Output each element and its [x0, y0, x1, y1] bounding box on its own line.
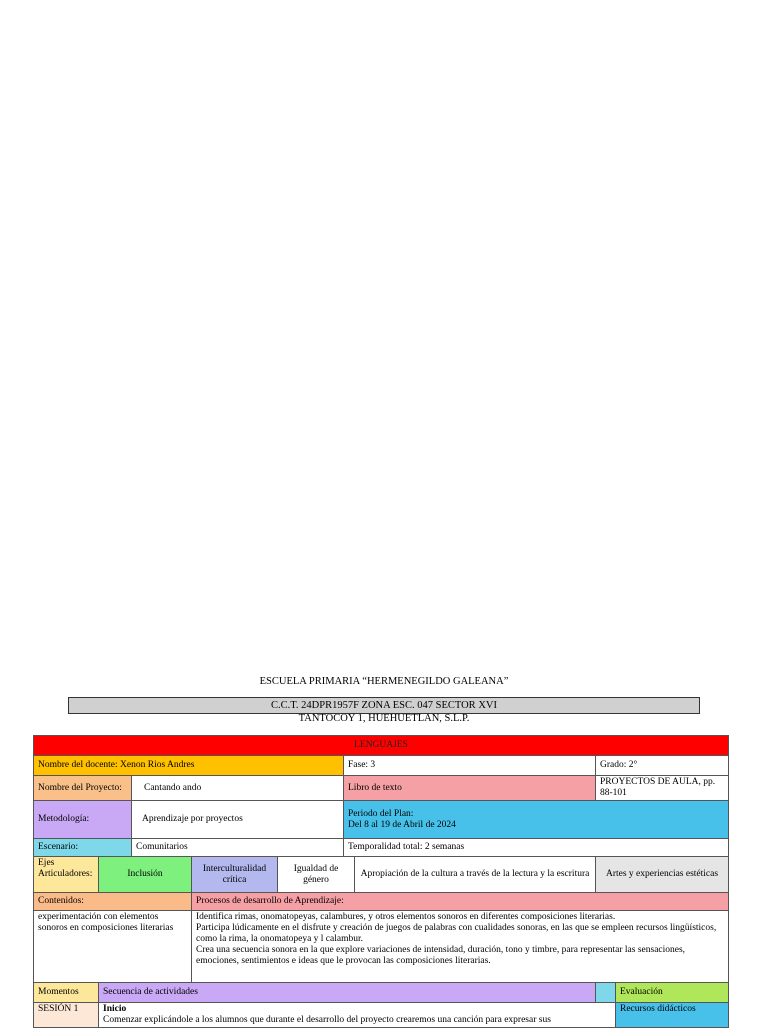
campo-row	[34, 736, 729, 756]
metodologia-row	[34, 801, 729, 839]
proyecto-label: Nombre del Proyecto:	[34, 776, 132, 801]
ejes-row	[34, 857, 729, 893]
eje-apropiacion: Apropiación de la cultura a través de la lectura y la escritura	[355, 857, 596, 893]
eje-artes: Artes y experiencias estéticas	[596, 857, 729, 893]
procesos-label: Procesos de desarrollo de Aprendizaje:	[192, 893, 729, 911]
inicio-text: Comenzar explicándole a los alumnos que durante el desarrollo del proyecto crearemos una canción para expresar sus	[103, 1015, 551, 1025]
secuencia-spacer	[596, 983, 616, 1003]
momentos-label: Momentos	[34, 983, 99, 1003]
cct-banner: C.C.T. 24DPR1957F ZONA ESC. 047 SECTOR XVI	[68, 697, 700, 714]
fase-cell: Fase: 3	[344, 756, 596, 776]
libro-label: Libro de texto	[344, 776, 596, 801]
inicio-label: Inicio	[103, 1004, 127, 1014]
contenidos-label: Contenidos:	[34, 893, 192, 911]
ejes-label: Ejes Articuladores:	[34, 857, 99, 893]
contenidos-header-row	[34, 893, 729, 911]
libro-value: PROYECTOS DE AULA, pp. 88-101	[596, 776, 729, 801]
momentos-row	[34, 983, 729, 1003]
campo-formativo: LENGUAJES	[34, 736, 729, 756]
docente-cell: Nombre del docente: Xenon Rios Andres	[34, 756, 344, 776]
contenidos-row	[34, 911, 729, 983]
contenido-text: experimentación con elementos sonoros en composiciones literarias	[34, 911, 192, 983]
proyecto-row	[34, 776, 729, 801]
escenario-value: Comunitarios	[132, 839, 344, 857]
periodo-cell	[344, 801, 729, 839]
temporalidad-cell: Temporalidad total: 2 semanas	[344, 839, 729, 857]
eje-igualdad: Igualdad de género	[278, 857, 355, 893]
evaluacion-label: Evaluación	[616, 983, 729, 1003]
planning-table	[33, 735, 729, 1028]
periodo-value: Del 8 al 19 de Abril de 2024	[348, 819, 456, 830]
grado-cell: Grado: 2°	[596, 756, 729, 776]
proceso-line-1: Identifica rimas, onomatopeyas, calambures, y otros elementos sonoros en diferentes composiciones literarias.	[196, 912, 616, 922]
recursos-label: Recursos didácticos	[616, 1003, 729, 1028]
eje-inclusion: Inclusión	[99, 857, 192, 893]
metodologia-value: Aprendizaje por proyectos	[132, 801, 344, 839]
escenario-label: Escenario:	[34, 839, 132, 857]
proceso-line-3: Crea una secuencia sonora en la que explore variaciones de intensidad, duración, tono y timbre, para representar las sensaciones, emociones, sentimientos e ideas que le provocan las composiciones literarias.	[196, 945, 686, 966]
proyecto-value: Cantando ando	[132, 776, 344, 801]
school-name: ESCUELA PRIMARIA “HERMENEGILDO GALEANA”	[259, 676, 509, 687]
docente-row	[34, 756, 729, 776]
procesos-cell	[192, 911, 729, 983]
proceso-line-2: Participa lúdicamente en el disfrute y creación de juegos de palabras con cualidades sonoras, en las que se empleen recursos lingüísticos, como la rima, la onomatopeya y l calambur.	[196, 923, 717, 944]
sesion-label: SESIÓN 1	[34, 1003, 99, 1028]
school-location: TANTOCOY 1, HUEHUETLAN, S.L.P.	[298, 713, 470, 724]
metodologia-label: Metodología:	[34, 801, 132, 839]
eje-interculturalidad: Interculturalidad crítica	[192, 857, 278, 893]
periodo-label: Periodo del Plan:	[348, 808, 414, 819]
escenario-row	[34, 839, 729, 857]
secuencia-label: Secuencia de actividades	[99, 983, 596, 1003]
